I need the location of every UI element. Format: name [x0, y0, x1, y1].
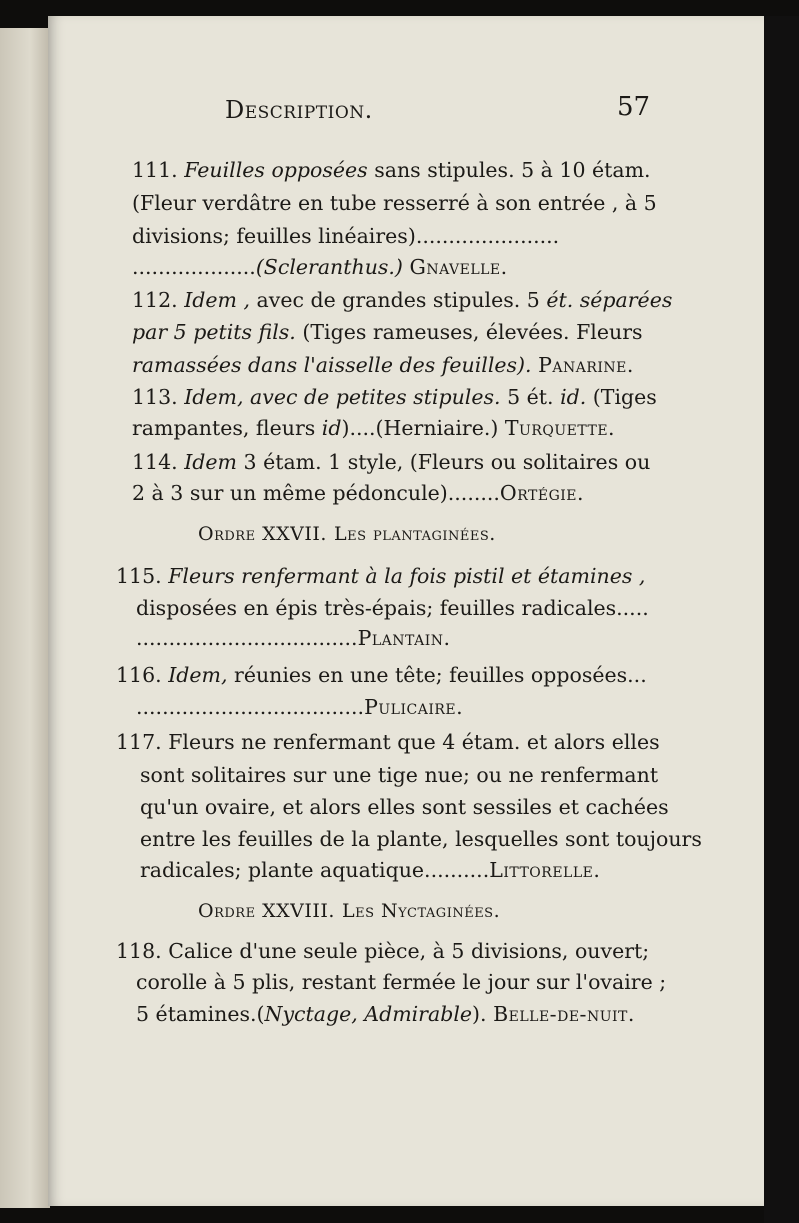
entry-text: )....(Herniaire.): [341, 416, 499, 440]
entry-117-line-4: entre les feuilles de la plante, lesquelles sont toujours: [140, 827, 702, 851]
entry-115-line-1: [116, 566, 645, 587]
entry-text-italic: id.: [560, 385, 587, 409]
entry-115-line-3: [136, 628, 451, 649]
entry-text: réunies en une tête; feuilles opposées...: [234, 663, 647, 687]
entry-text-italic: ramassées dans l'aisselle des feuilles).: [132, 353, 532, 377]
entry-text: 3 étam. 1 style, (Fleurs ou solitaires ou: [243, 450, 651, 474]
plant-name: Turquette.: [504, 416, 616, 440]
entry-text: 5 ét.: [507, 385, 554, 409]
latin-name: Nyctage, Admirable: [264, 1002, 473, 1026]
entry-118-line-2: corolle à 5 plis, restant fermée le jour sur l'ovaire ;: [136, 970, 667, 994]
order-name: Les plantaginées.: [333, 523, 496, 545]
plant-name: Littorelle.: [489, 858, 601, 882]
right-page-edge: [764, 16, 799, 1223]
entry-number: 116.: [116, 663, 162, 687]
entry-111-line-3: divisions; feuilles linéaires)......................: [132, 224, 560, 248]
entry-number: 112.: [132, 288, 178, 312]
left-page-edge: [0, 28, 50, 1208]
entry-text: (Tiges: [592, 385, 657, 409]
entry-112-line-2: [132, 322, 643, 343]
entry-text-italic: Idem,: [168, 663, 228, 687]
entry-112-line-3: [132, 355, 634, 376]
entry-text: avec de grandes stipules. 5: [256, 288, 540, 312]
order-heading-28: [198, 900, 500, 922]
entry-text-italic: Idem: [184, 450, 237, 474]
entry-118-line-1: [116, 941, 649, 962]
entry-text: ).: [472, 1002, 487, 1026]
entry-number: 115.: [116, 564, 162, 588]
entry-117-line-1: [116, 732, 660, 753]
entry-text-italic: par 5 petits fils.: [132, 320, 296, 344]
entry-111-line-1: [132, 160, 651, 181]
entry-118-line-3: [136, 1004, 635, 1025]
plant-name: Panarine.: [538, 353, 634, 377]
leader-dots: ...................: [132, 255, 256, 279]
entry-number: 114.: [132, 450, 178, 474]
running-header: Description.: [225, 96, 373, 124]
leader-dots: ..................................: [136, 626, 358, 650]
leader-dots: ...................................: [136, 695, 365, 719]
entry-text: Fleurs ne renfermant que 4 étam. et alors elles: [168, 730, 660, 754]
entry-text-italic: Feuilles opposées: [184, 158, 368, 182]
latin-name: (Scleranthus.): [255, 255, 403, 279]
entry-112-line-1: [132, 290, 672, 311]
entry-111-line-2: (Fleur verdâtre en tube resserré à son entrée , à 5: [132, 191, 657, 215]
entry-116-line-2: [136, 697, 463, 718]
entry-117-line-5: [140, 860, 600, 881]
entry-text: 5 étamines.(: [136, 1002, 265, 1026]
entry-number: 113.: [132, 385, 178, 409]
entry-number: 117.: [116, 730, 162, 754]
entry-text: Calice d'une seule pièce, à 5 divisions, ouvert;: [168, 939, 650, 963]
entry-text: (Tiges rameuses, élevées. Fleurs: [302, 320, 643, 344]
entry-text-italic: Fleurs renfermant à la fois pistil et étamines ,: [168, 564, 646, 588]
entry-114-line-1: [132, 452, 650, 473]
entry-text-italic: ét. séparées: [546, 288, 673, 312]
order-label: Ordre XXVIII.: [198, 900, 335, 922]
entry-117-line-3: qu'un ovaire, et alors elles sont sessiles et cachées: [140, 795, 669, 819]
entry-text: 2 à 3 sur un même pédoncule)........: [132, 481, 500, 505]
order-label: Ordre XXVII.: [198, 523, 327, 545]
entry-text: rampantes, fleurs: [132, 416, 316, 440]
entry-113-line-1: [132, 387, 657, 408]
entry-116-line-1: [116, 665, 647, 686]
entry-114-line-2: [132, 483, 584, 504]
plant-name: Gnavelle.: [409, 255, 508, 279]
entry-113-line-2: [132, 418, 615, 439]
order-name: Les Nyctaginées.: [341, 900, 501, 922]
entry-number: 118.: [116, 939, 162, 963]
plant-name: Plantain.: [357, 626, 451, 650]
entry-text-italic: Idem, avec de petites stipules.: [184, 385, 501, 409]
order-heading-27: [198, 523, 496, 545]
entry-111-line-4: [132, 257, 508, 278]
page-number: 57: [617, 92, 651, 122]
plant-name: Ortégie.: [499, 481, 585, 505]
entry-text-italic: id: [321, 416, 342, 440]
plant-name: Pulicaire.: [364, 695, 464, 719]
plant-name: Belle-de-nuit.: [493, 1002, 635, 1026]
entry-text: sans stipules. 5 à 10 étam.: [374, 158, 651, 182]
entry-117-line-2: sont solitaires sur une tige nue; ou ne renfermant: [140, 763, 659, 787]
entry-text: radicales; plante aquatique..........: [140, 858, 490, 882]
entry-text-italic: Idem ,: [184, 288, 251, 312]
entry-number: 111.: [132, 158, 178, 182]
entry-115-line-2: disposées en épis très-épais; feuilles radicales.....: [136, 596, 649, 620]
